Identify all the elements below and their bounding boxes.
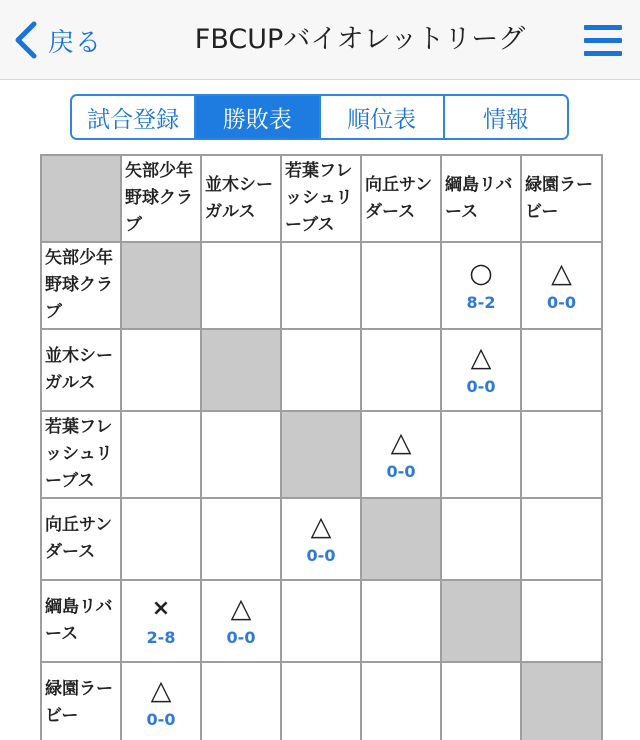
row-header-team: 若葉フレッシュリーブス: [41, 411, 121, 498]
result-cell[interactable]: [121, 498, 201, 580]
diagonal-cell: [361, 498, 441, 580]
result-cell[interactable]: [521, 242, 602, 329]
row-header-team: 緑園ラービー: [41, 662, 121, 740]
result-mark: △: [230, 593, 252, 624]
table-header-row: [41, 155, 602, 242]
win-loss-table: [40, 154, 603, 740]
result-cell[interactable]: [441, 242, 521, 329]
column-header-team: 若葉フレッシュリーブス: [281, 155, 361, 242]
result-mark: △: [390, 426, 412, 458]
tab-win-loss-table[interactable]: 勝敗表: [196, 96, 320, 138]
result-score: 0-0: [466, 377, 496, 396]
result-cell[interactable]: [361, 662, 441, 740]
result-cell[interactable]: [281, 242, 361, 329]
chevron-left-icon: [12, 20, 40, 60]
back-label: 戻る: [48, 27, 103, 58]
result-score: 2-8: [146, 628, 176, 647]
table-row: [41, 329, 602, 411]
result-score: 0-0: [146, 710, 176, 729]
result-score: 0-0: [306, 546, 336, 565]
hamburger-menu-icon[interactable]: [584, 25, 622, 57]
result-cell[interactable]: [521, 411, 602, 498]
app-header: [0, 0, 640, 80]
diagonal-cell: [281, 411, 361, 498]
result-cell[interactable]: [441, 329, 521, 411]
row-header-team: 並木シーガルス: [41, 329, 121, 411]
result-cell[interactable]: [121, 580, 201, 662]
row-header-team: 向丘サンダース: [41, 498, 121, 580]
result-cell[interactable]: [201, 242, 281, 329]
tab-standings[interactable]: 順位表: [321, 96, 445, 138]
result-cell[interactable]: [121, 411, 201, 498]
result-mark: △: [150, 675, 172, 706]
result-mark: △: [551, 257, 572, 289]
table-row: [41, 242, 602, 329]
tab-bar: [70, 94, 569, 140]
result-score: 0-0: [547, 292, 576, 312]
table-row: [41, 411, 602, 498]
column-header-team: 並木シーガルス: [201, 155, 281, 242]
result-mark: △: [470, 342, 492, 373]
result-score: 8-2: [466, 292, 496, 312]
column-header-team: 綱島リバース: [441, 155, 521, 242]
result-cell[interactable]: [521, 498, 602, 580]
table-row: [41, 580, 602, 662]
diagonal-cell: [521, 662, 602, 740]
result-cell[interactable]: [281, 580, 361, 662]
diagonal-cell: [201, 329, 281, 411]
result-score: 0-0: [226, 628, 256, 647]
row-header-team: 綱島リバース: [41, 580, 121, 662]
result-cell[interactable]: [361, 411, 441, 498]
result-cell[interactable]: [441, 662, 521, 740]
result-cell[interactable]: [121, 662, 201, 740]
result-cell[interactable]: [361, 580, 441, 662]
column-header-team: 向丘サンダース: [361, 155, 441, 242]
result-cell[interactable]: [361, 329, 441, 411]
column-header-team: 緑園ラービー: [521, 155, 602, 242]
result-cell[interactable]: [441, 498, 521, 580]
tab-match-registration[interactable]: 試合登録: [72, 96, 196, 138]
result-cell[interactable]: [521, 580, 602, 662]
result-cell[interactable]: [201, 662, 281, 740]
column-header-team: 矢部少年野球クラブ: [121, 155, 201, 242]
result-score: 0-0: [386, 461, 416, 481]
table-row: [41, 662, 602, 740]
result-cell[interactable]: [281, 329, 361, 411]
diagonal-cell: [441, 580, 521, 662]
result-cell[interactable]: [201, 580, 281, 662]
diagonal-cell: [121, 242, 201, 329]
table-corner: [41, 155, 121, 242]
tab-info[interactable]: 情報: [445, 96, 567, 138]
row-header-team: 矢部少年野球クラブ: [41, 242, 121, 329]
result-cell[interactable]: [361, 242, 441, 329]
result-cell[interactable]: [441, 411, 521, 498]
result-cell[interactable]: [281, 498, 361, 580]
page-title: FBCUPバイオレットリーグ: [194, 24, 526, 55]
result-cell[interactable]: [201, 498, 281, 580]
result-cell[interactable]: [121, 329, 201, 411]
result-cell[interactable]: [201, 411, 281, 498]
back-button[interactable]: [12, 18, 102, 62]
result-mark: △: [310, 511, 332, 542]
result-mark: ○: [469, 257, 493, 289]
result-cell[interactable]: [521, 329, 602, 411]
result-mark: ×: [151, 596, 171, 621]
table-row: [41, 498, 602, 580]
result-cell[interactable]: [281, 662, 361, 740]
